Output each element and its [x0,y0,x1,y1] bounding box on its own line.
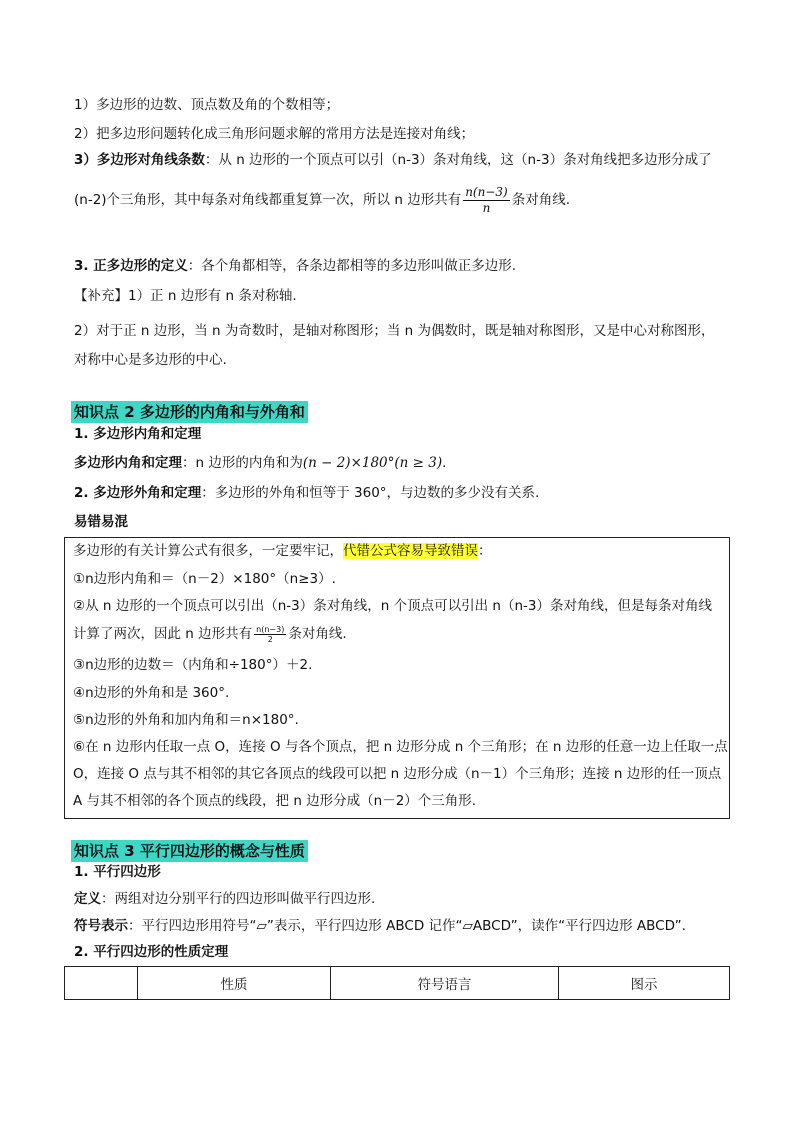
exterior-angle-text: ：多边形的外角和恒等于 360°，与边数的多少没有关系. [201,485,540,501]
diagonal-count-text: ：从 n 边形的一个顶点可以引（n-3）条对角线，这（n-3）条对角线把多边形分成了 [204,152,712,168]
box-fraction-numerator: n(n−3) [256,624,285,634]
supplement-2-line-2: 对称中心是多边形的中心. [74,352,227,368]
table-header-cell: 图示 [559,967,730,1000]
exterior-angle-theorem [74,484,539,502]
box-item-2-line-1: ②从 n 边形的一个顶点可以引出（n-3）条对角线，n 个顶点可以引出 n（n-3）条对角线，但是每条对角线 [73,598,712,614]
definition-label: 3. 正多边形的定义 [74,258,188,274]
supplement-2-line-1: 2）对于正 n 边形，当 n 为奇数时，是轴对称图形；当 n 为偶数时，既是轴对称图形，又是中心对称图形， [74,323,715,339]
box-item-5: ⑤n边形的外角和加内角和＝n×180°. [73,712,299,728]
table-header-row [65,967,730,1000]
interior-angle-title: 1. 多边形内角和定理 [74,426,202,442]
box-item-1: ①n边形内角和＝（n－2）×180°（n≥3）. [73,571,336,587]
diagonal-fraction [463,185,510,216]
paragraph-4-pre: (n-2)个三角形，其中每条对角线都重复算一次，所以 n 边形共有 [74,192,462,208]
paragraph-4-post: 条对角线. [511,192,571,208]
knowledge-point-3-heading: 知识点 3 平行四边形的概念与性质 [71,840,308,862]
parallelogram-definition-text: ：两组对边分别平行的四边形叫做平行四边形. [101,891,376,907]
box-intro [73,542,492,560]
supplement-label: 【补充】 [74,288,128,304]
properties-table [64,966,730,1000]
parallelogram-symbol-label: 符号表示 [74,918,128,934]
paragraph-4 [74,181,570,219]
fraction-denominator: n [482,200,491,215]
parallelogram-title: 1. 平行四边形 [74,864,161,880]
box-intro-highlight: 代错公式容易导致错误 [343,543,478,559]
parallelogram-definition-label: 定义 [74,891,101,907]
parallelogram-symbol [74,917,686,935]
mistake-box [64,537,730,819]
box-diagonal-fraction [254,625,286,644]
diagonal-count-label: 3）多边形对角线条数 [74,152,205,168]
box-item-3: ③n边形的边数＝（内角和÷180°）＋2. [73,657,313,673]
table-header-cell: 性质 [138,967,331,1000]
exterior-angle-label: 2. 多边形外角和定理 [74,485,202,501]
supplement-text: 1）正 n 边形有 n 条对称轴. [128,288,297,304]
box-item-6-line-3: A 与其不相邻的各个顶点的线段，把 n 边形分成（n－2）个三角形. [73,793,477,809]
box-intro-pre: 多边形的有关计算公式有很多，一定要牢记， [73,543,343,559]
box-item-4: ④n边形的外角和是 360°. [73,685,230,701]
paragraph-3 [74,151,712,169]
regular-polygon-definition [74,257,516,275]
table-header-cell: 符号语言 [331,967,559,1000]
box-item-2-post: 条对角线. [288,626,347,642]
box-item-6-line-1: ⑥在 n 边形内任取一点 O，连接 O 与各个顶点，把 n 边形分成 n 个三角形；在 n 边形的任意一边上任取一点 [73,739,728,755]
paragraph-1: 1）多边形的边数、顶点数及角的个数相等； [74,97,340,113]
table-header-cell [65,967,138,1000]
interior-angle-label: 多边形内角和定理 [74,455,182,471]
parallelogram-properties-title: 2. 平行四边形的性质定理 [74,944,229,960]
knowledge-point-2-heading: 知识点 2 多边形的内角和与外角和 [71,401,308,423]
interior-angle-text: ：n 边形的内角和为 [182,455,303,471]
mistake-title: 易错易混 [74,514,128,530]
paragraph-2: 2）把多边形问题转化成三角形问题求解的常用方法是连接对角线； [74,126,475,142]
interior-angle-theorem [74,454,446,472]
box-intro-post: ： [478,543,492,559]
definition-text: ：各个角都相等，各条边都相等的多边形叫做正多边形. [187,258,517,274]
supplement [74,287,297,305]
parallelogram-symbol-text: ：平行四边形用符号“▱”表示，平行四边形 ABCD 记作“▱ABCD”，读作“平行四边形 ABCD”. [128,918,686,934]
fraction-numerator: n(n−3) [465,184,508,199]
box-item-2-pre: 计算了两次，因此 n 边形共有 [73,626,253,642]
parallelogram-definition [74,890,375,908]
box-item-6-line-2: O，连接 O 点与其不相邻的其它各顶点的线段可以把 n 边形分成（n－1）个三角形；连接 n 边形的任一顶点 [73,766,722,782]
interior-angle-end: . [442,455,447,471]
interior-angle-formula: (n − 2)×180°(n ≥ 3) [302,455,443,471]
box-item-2-line-2 [73,620,347,648]
box-fraction-denominator: 2 [267,634,273,644]
